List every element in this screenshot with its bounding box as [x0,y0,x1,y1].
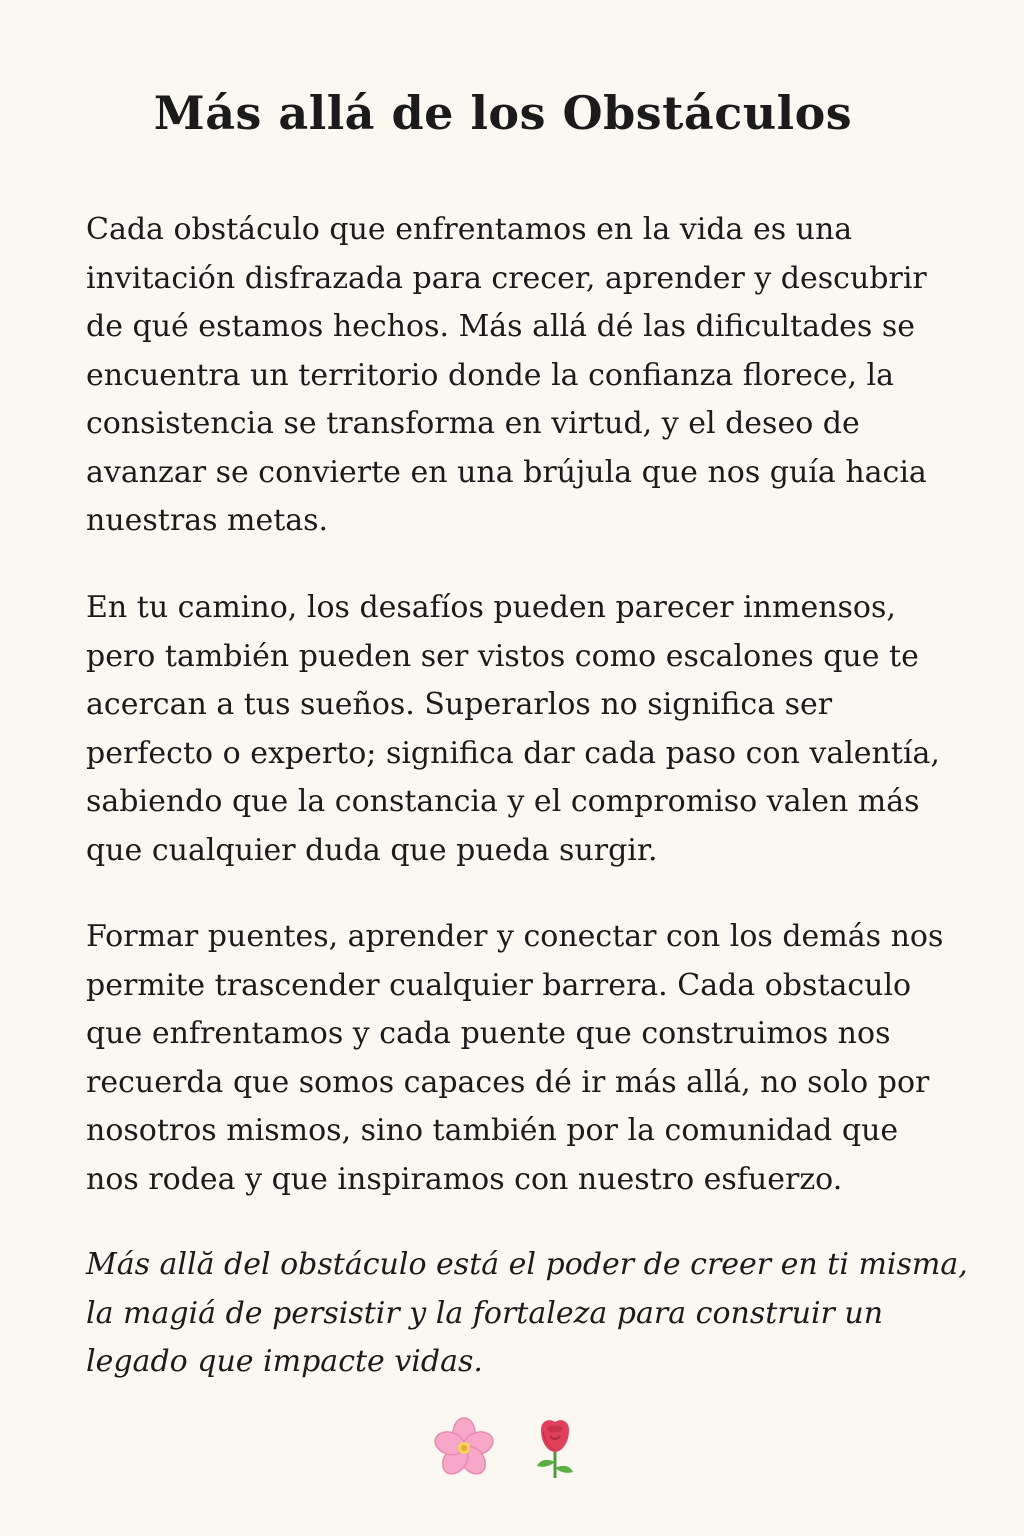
text-line: acercan a tus sueños. Superarlos no significa ser [86,687,833,722]
paragraph-3 [86,913,966,1204]
text-line: pero también pueden ser vistos como escalones que te [86,638,919,674]
text-line: Más allă del obstáculo está el poder de creer en ti misma, [86,1247,968,1282]
text-line: permite trascender cualquier barrera. Cada obstaculo [86,967,912,1003]
rose-icon [528,1416,582,1480]
text-line: nos rodea y que inspiramos con nuestro esfuerzo. [86,1161,843,1197]
text-line: legado que impacte vidas. [86,1344,483,1379]
text-line: nosotros mismos, sino también por la comunidad que [86,1113,899,1148]
text-line: nuestras metas. [86,503,329,538]
text-line: Formar puentes, aprender y conectar con los demás nos [86,919,944,954]
text-line: Cada obstáculo que enfrentamos en la vida es una [86,212,853,247]
closing-quote [86,1241,966,1387]
text-line: En tu camino, los desafíos pueden parecer inmensos, [86,590,896,625]
text-line: consistencia se transforma en virtud, y el deseo de [86,406,860,441]
paragraph-2 [86,584,966,875]
page-title: Más allá de los Obstáculos [153,86,853,140]
text-line: que cualquier duda que pueda surgir. [86,832,658,868]
text-line: invitación disfrazada para crecer, aprender y descubrir [86,260,927,296]
decoration-row [0,1416,1024,1480]
text-line: de qué estamos hechos. Más allá dé las dificultades se [86,309,916,344]
text-line: la magiá de persistir y la fortaleza para construir un [86,1295,884,1331]
text-line: que enfrentamos y cada puente que construimos nos [86,1016,891,1051]
paragraph-1 [86,206,966,546]
text-line: recuerda que somos capaces dé ir más allá, no solo por [86,1064,930,1100]
text-line: avanzar se convierte en una brújula que nos guía hacia [86,454,927,490]
text-line: encuentra un territorio donde la confianza florece, la [86,357,895,393]
cherry-blossom-icon [432,1416,496,1480]
text-line: sabiendo que la constancia y el compromiso valen más [86,784,920,819]
text-line: perfecto o experto; significa dar cada paso con valentía, [86,735,940,771]
